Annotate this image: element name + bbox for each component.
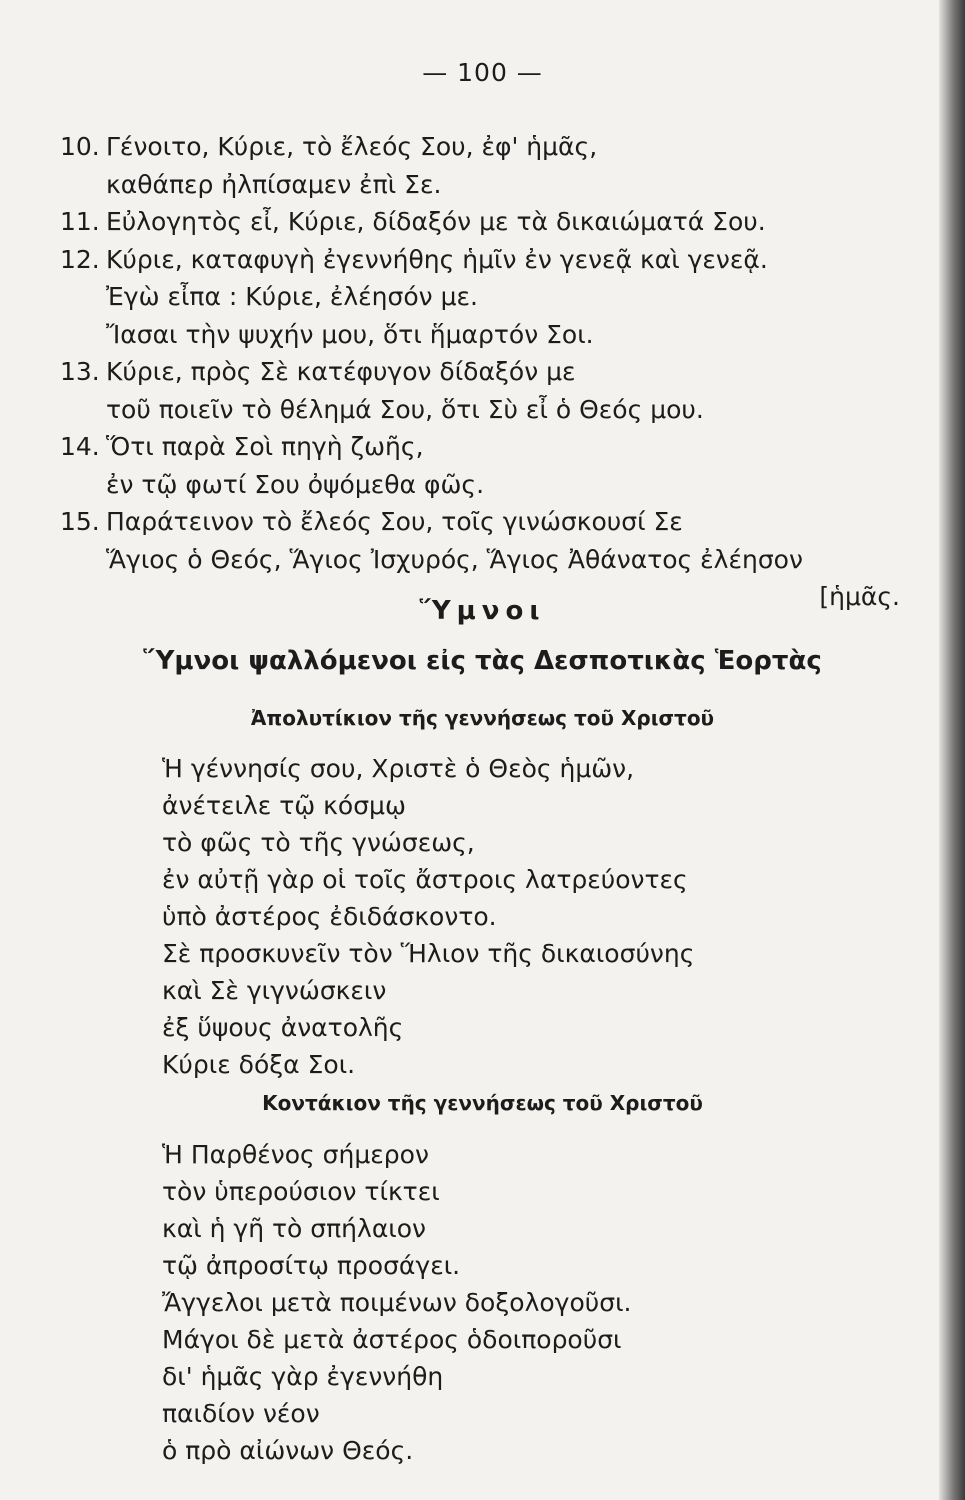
apolytikion-text	[162, 750, 862, 1083]
kontakion-title: Κοντάκιον τῆς γεννήσεως τοῦ Χριστοῦ	[262, 1091, 703, 1115]
hymn-line: τὸν ὑπερούσιον τίκτει	[162, 1177, 440, 1206]
verse-number: 13.	[60, 357, 100, 386]
hymn-line: ἐξ ὕψους ἀνατολῆς	[162, 1013, 404, 1042]
hymn-line: ὑπὸ ἀστέρος ἐδιδάσκοντο.	[162, 902, 497, 931]
verse-line: Ἐγὼ εἶπα : Κύριε, ἐλέησόν με.	[106, 282, 478, 311]
verse-number: 12.	[60, 244, 100, 274]
verse-line-end: [ἡμᾶς.	[819, 582, 900, 611]
hymn-line: τὸ φῶς τὸ τῆς γνώσεως,	[162, 828, 475, 857]
hymn-line: ἐν αὐτῇ γὰρ οἱ τοῖς ἄστροις λατρεύοντες	[162, 865, 688, 894]
verse-line: καθάπερ ἠλπίσαμεν ἐπὶ Σε.	[106, 169, 442, 199]
verse-line	[60, 353, 920, 391]
verse-number: 14.	[60, 432, 100, 461]
kontakion-text	[162, 1136, 862, 1469]
verse-text: Παράτεινον τὸ ἔλεός Σου, τοῖς γινώσκουσί Σε	[106, 507, 683, 536]
hymn-line: Σὲ προσκυνεῖν τὸν Ἥλιον τῆς δικαιοσύνης	[162, 939, 695, 968]
verse-text: Κύριε, πρὸς Σὲ κατέφυγον δίδαξόν με	[106, 357, 576, 386]
apolytikion-title: Ἀπολυτίκιον τῆς γεννήσεως τοῦ Χριστοῦ	[250, 706, 715, 730]
hymn-line: Ἡ Παρθένος σήμερον	[162, 1140, 429, 1169]
hymn-line: παιδίον νέον	[162, 1399, 320, 1428]
verse-line: ἐν τῷ φωτί Σου ὀψόμεθα φῶς.	[106, 469, 485, 499]
hymn-line: καὶ ἡ γῆ τὸ σπήλαιον	[162, 1214, 427, 1243]
hymn-line: Κύριε δόξα Σοι.	[162, 1050, 356, 1079]
verse-list	[60, 128, 920, 616]
hymn-line: τῷ ἀπροσίτῳ προσάγει.	[162, 1251, 461, 1280]
section-subtitle: Ὕμνοι ψαλλόμενοι εἰς τὰς Δεσποτικὰς Ἑορτὰς	[143, 646, 822, 676]
hymn-line: Μάγοι δὲ μετὰ ἀστέρος ὁδοιποροῦσι	[162, 1325, 622, 1354]
verse-line	[60, 428, 920, 466]
verse-line	[60, 241, 920, 279]
verse-number: 10.	[60, 132, 100, 161]
verse-number: 15.	[60, 507, 100, 536]
verse-text: Κύριε, καταφυγὴ ἐγεννήθης ἡμῖν ἐν γενεᾷ καὶ γενεᾷ.	[106, 244, 768, 274]
section-title: Ὕμνοι	[419, 596, 546, 626]
verse-line	[60, 203, 920, 241]
verse-line: Ἴασαι τὴν ψυχήν μου, ὅτι ἥμαρτόν Σοι.	[106, 319, 594, 349]
hymn-line: Ἄγγελοι μετὰ ποιμένων δοξολογοῦσι.	[162, 1288, 632, 1317]
verse-line: τοῦ ποιεῖν τὸ θέλημά Σου, ὅτι Σὺ εἶ ὁ Θεός μου.	[106, 394, 704, 424]
page-edge-shadow	[939, 0, 965, 1500]
hymn-line: ὁ πρὸ αἰώνων Θεός.	[162, 1436, 414, 1465]
page-number: — 100 —	[422, 58, 543, 87]
hymn-line: ἀνέτειλε τῷ κόσμῳ	[162, 791, 406, 820]
verse-text: Ὅτι παρὰ Σοὶ πηγὴ ζωῆς,	[106, 432, 424, 461]
verse-text: Εὐλογητὸς εἶ, Κύριε, δίδαξόν με τὰ δικαιώματά Σου.	[106, 207, 766, 236]
hymn-line: καὶ Σὲ γιγνώσκειν	[162, 976, 387, 1005]
hymn-line: Ἡ γέννησίς σου, Χριστὲ ὁ Θεὸς ἡμῶν,	[162, 754, 635, 783]
verse-number: 11.	[60, 207, 100, 236]
verse-line	[60, 503, 920, 541]
hymn-line: δι' ἡμᾶς γὰρ ἐγεννήθη	[162, 1362, 444, 1391]
verse-text: Γένοιτο, Κύριε, τὸ ἔλεός Σου, ἐφ' ἡμᾶς,	[106, 132, 598, 161]
verse-line	[60, 128, 920, 166]
verse-line: Ἅγιος ὁ Θεός, Ἅγιος Ἰσχυρός, Ἅγιος Ἀθάνατος ἐλέησον	[106, 544, 803, 574]
